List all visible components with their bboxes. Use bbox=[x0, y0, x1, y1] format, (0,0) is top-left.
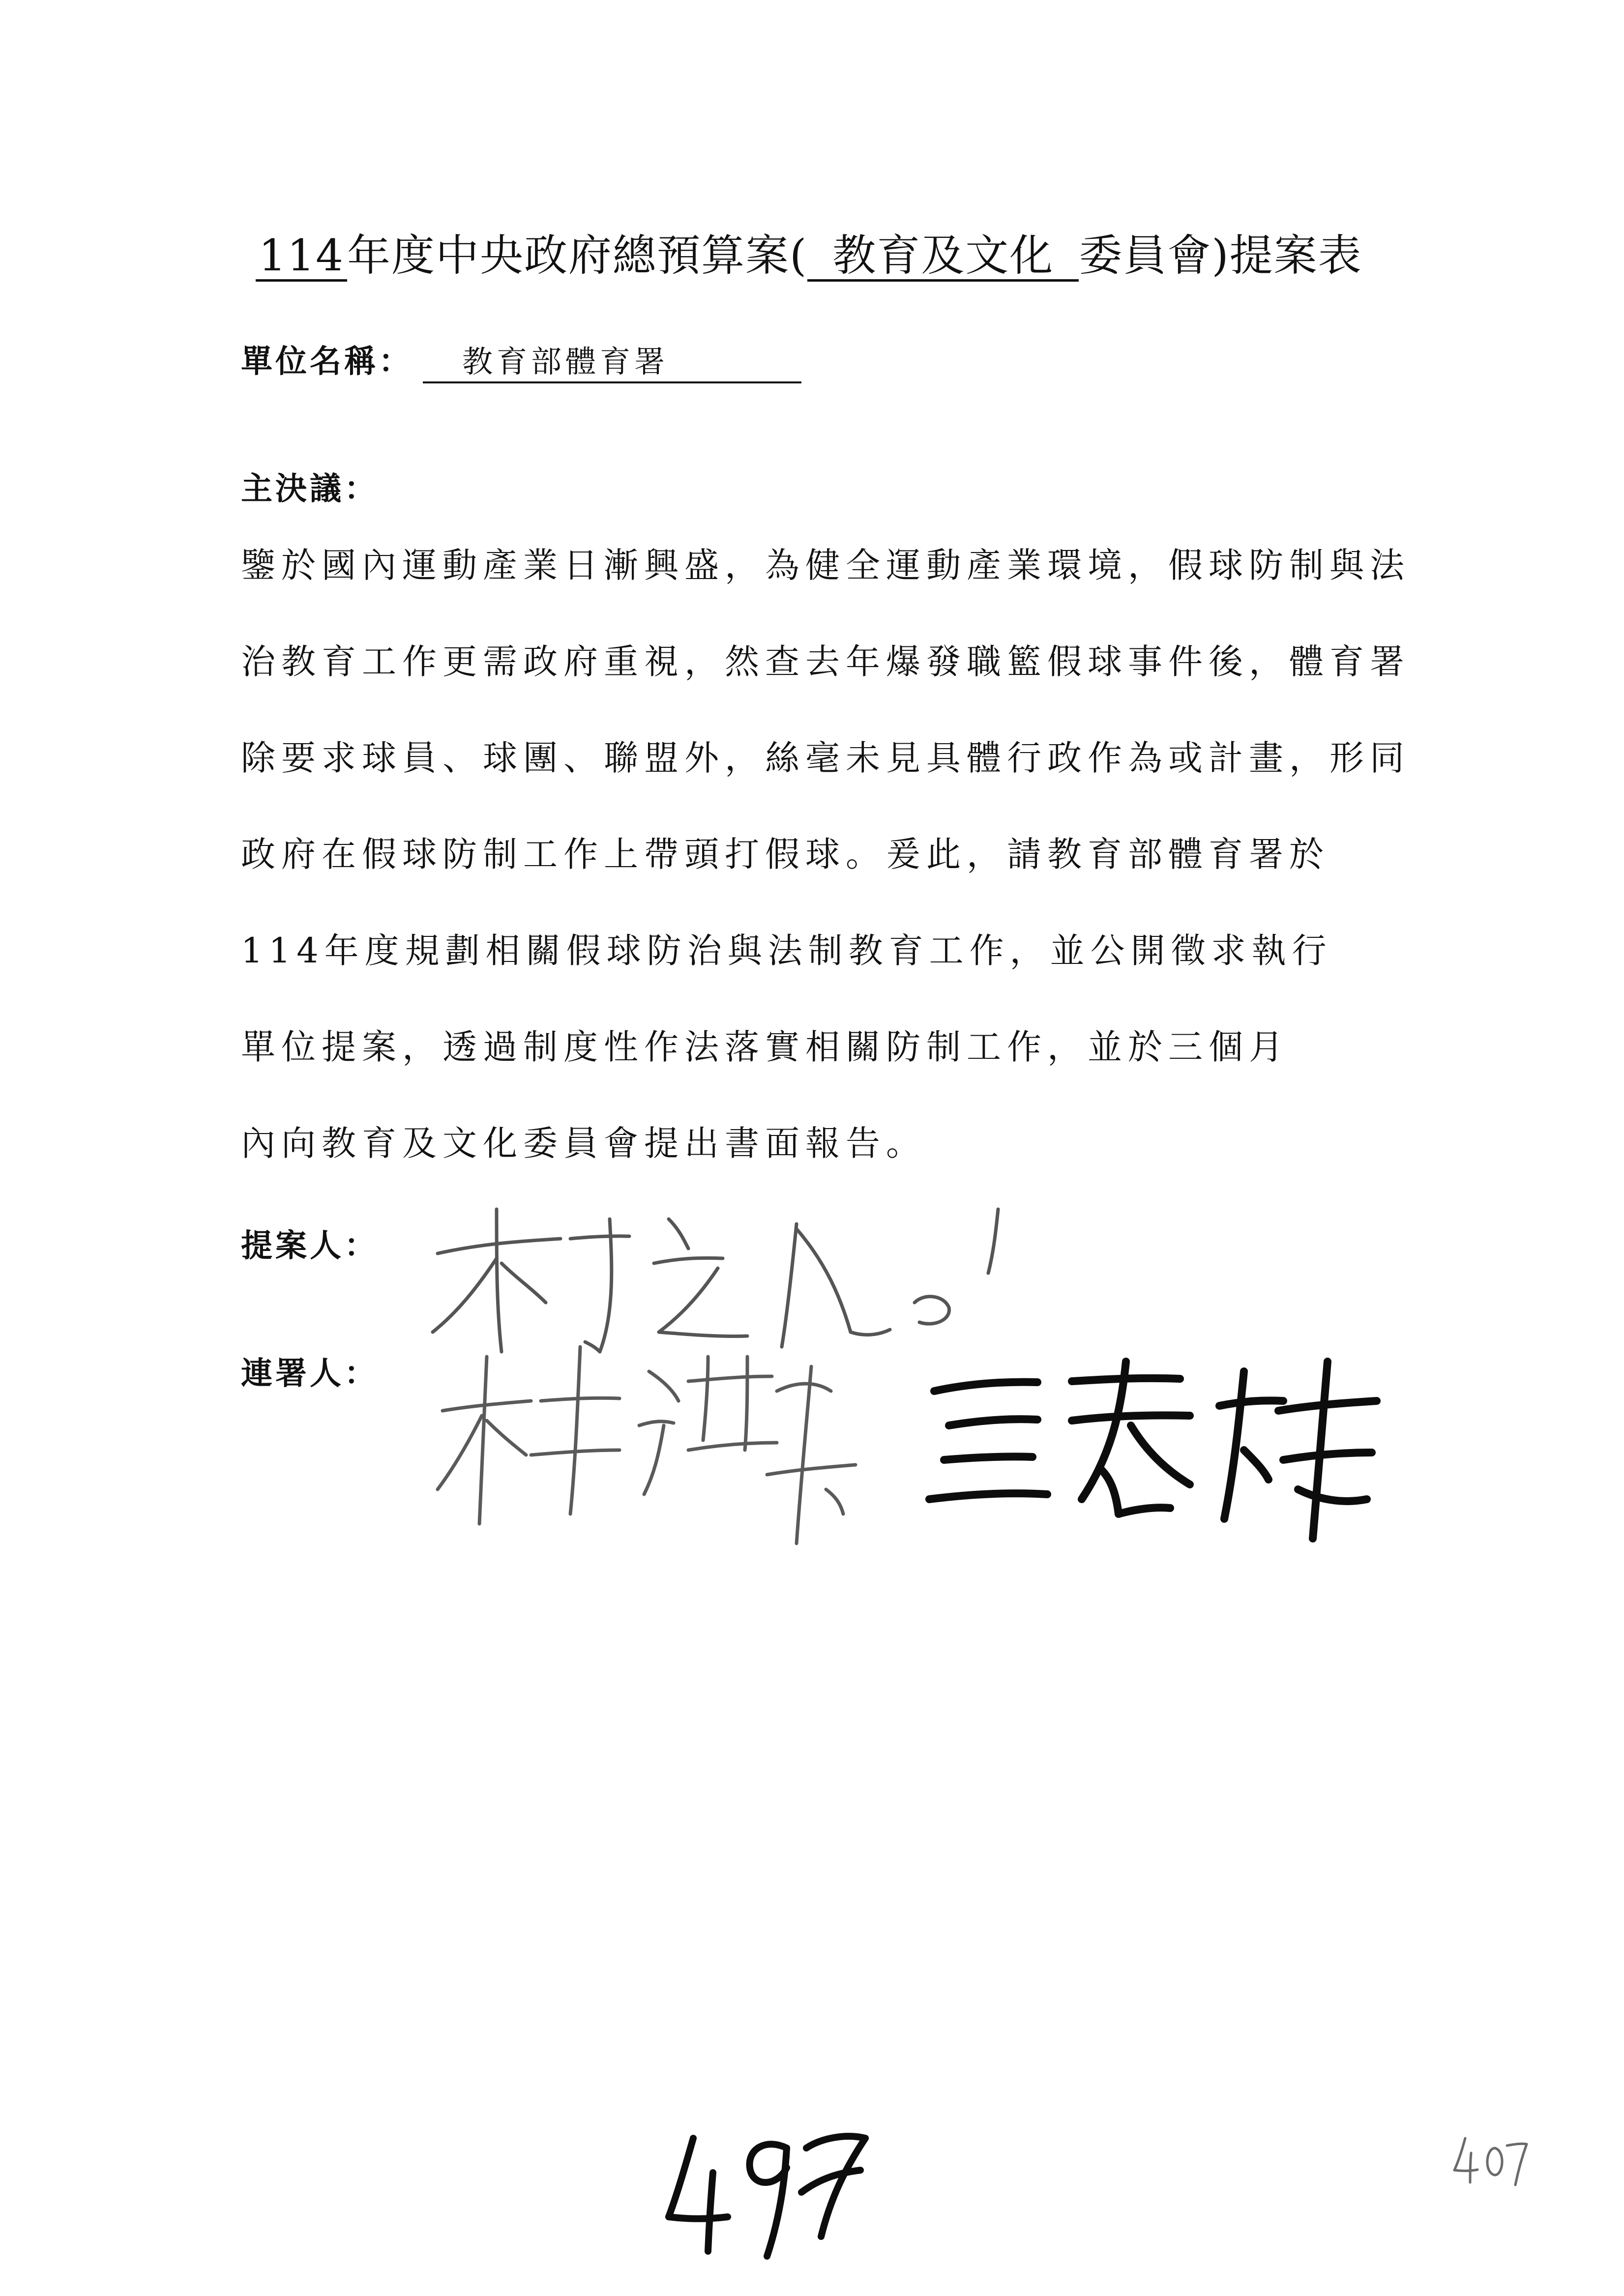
handwritten-page-number bbox=[659, 2119, 875, 2266]
main-resolution-label: 主決議： bbox=[241, 471, 379, 507]
unit-row bbox=[241, 334, 801, 388]
body-line: 內向教育及文化委員會提出書面報告。 bbox=[241, 1123, 926, 1163]
unit-value: 教育部體育署 bbox=[423, 342, 801, 383]
body-line: 政府在假球防制工作上帶頭打假球。爰此，請教育部體育署於 bbox=[241, 834, 1329, 874]
body-line: 114年度規劃相關假球防治與法制教育工作，並公開徵求執行 bbox=[241, 930, 1332, 971]
title-committee: 教育及文化 bbox=[807, 232, 1079, 282]
body-line: 除要求球員、球團、聯盟外，絲毫未見具體行政作為或計畫，形同 bbox=[241, 738, 1410, 778]
form-title bbox=[256, 224, 1387, 288]
body-line: 鑒於國內運動產業日漸興盛，為健全運動產業環境，假球防制與法 bbox=[241, 545, 1410, 585]
handwritten-corner-number bbox=[1450, 2133, 1529, 2187]
cosigner-label: 連署人： bbox=[241, 1356, 379, 1392]
main-resolution-body bbox=[241, 531, 1410, 1205]
title-text-mid: 年度中央政府總預算案( bbox=[347, 230, 808, 281]
cosigner-signature-marker bbox=[924, 1352, 1396, 1548]
unit-label: 單位名稱： bbox=[241, 344, 413, 380]
proposer-label: 提案人： bbox=[241, 1228, 379, 1264]
title-text-end: 委員會)提案表 bbox=[1079, 230, 1362, 281]
body-line: 治教育工作更需政府重視，然查去年爆發職籃假球事件後，體育署 bbox=[241, 641, 1410, 682]
cosigner-signature-pencil bbox=[433, 1327, 875, 1553]
body-line: 單位提案，透過制度性作法落實相關防制工作，並於三個月 bbox=[241, 1027, 1289, 1067]
title-year: 114 bbox=[256, 232, 347, 282]
